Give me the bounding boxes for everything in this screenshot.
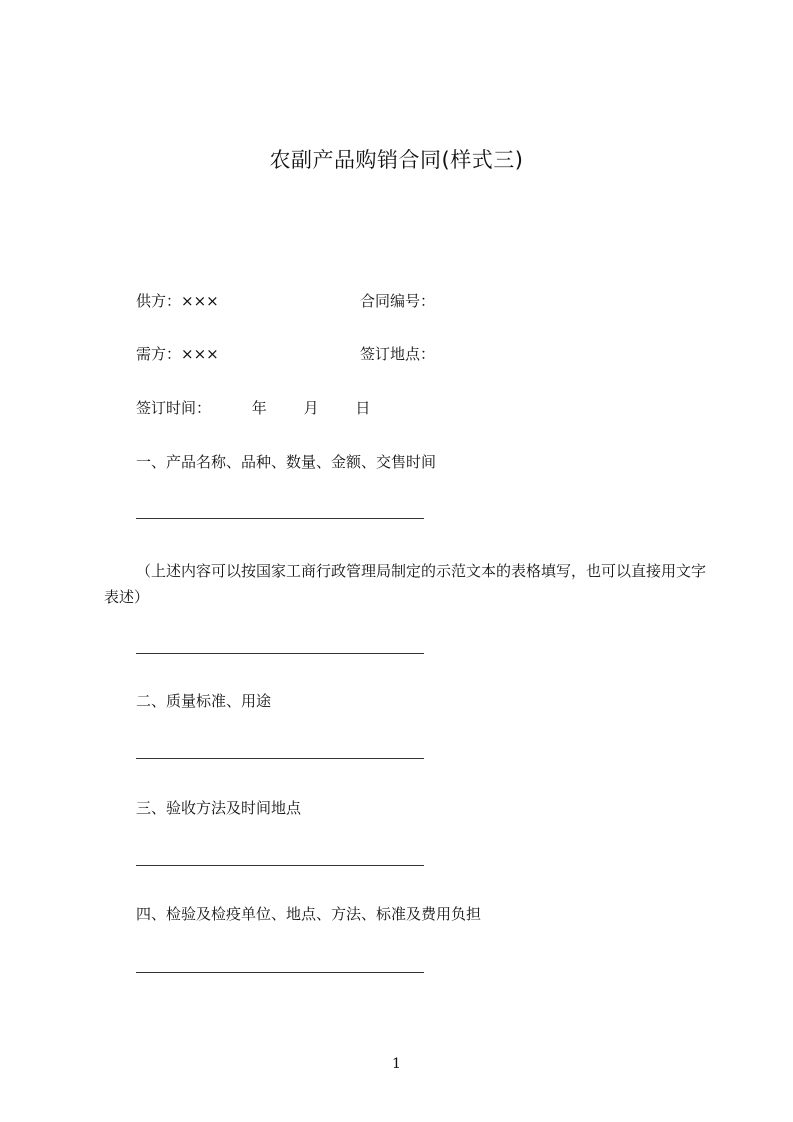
contract-number-field (360, 290, 435, 311)
signing-place-field (360, 343, 435, 364)
contract-number-label: 合同编号： (360, 292, 436, 310)
section-heading-1: 一、产品名称、品种、数量、金额、交售时间 (136, 453, 437, 471)
fill-in-line-2 (136, 653, 424, 654)
section-heading-2: 二、质量标准、用途 (136, 692, 272, 710)
page-number: 1 (392, 1056, 401, 1072)
document-title: 农副产品购销合同(样式三) (269, 148, 524, 172)
supplier-label: 供方： (136, 292, 182, 310)
signing-place-label: 签订地点： (360, 345, 436, 363)
fill-in-line-4 (136, 865, 424, 866)
year-label: 年 (251, 399, 267, 417)
fill-in-line-1 (136, 518, 424, 519)
buyer-value: ××× (181, 345, 219, 363)
section-heading-4: 四、检验及检疫单位、地点、方法、标准及费用负担 (136, 905, 482, 923)
supplier-field (136, 290, 219, 311)
day-label: 日 (355, 399, 371, 417)
buyer-label: 需方： (136, 345, 182, 363)
supplier-value: ××× (181, 292, 219, 310)
fill-in-line-3 (136, 758, 424, 759)
month-label: 月 (303, 399, 319, 417)
fill-instruction-note: （上述内容可以按国家工商行政管理局制定的示范文本的表格填写，也可以直接用文字表述） (104, 562, 707, 606)
fill-in-line-5 (136, 972, 424, 973)
section-heading-3: 三、验收方法及时间地点 (136, 799, 302, 817)
signing-time-field (136, 397, 370, 418)
signing-time-label: 签订时间： (136, 399, 212, 417)
buyer-field (136, 343, 219, 364)
